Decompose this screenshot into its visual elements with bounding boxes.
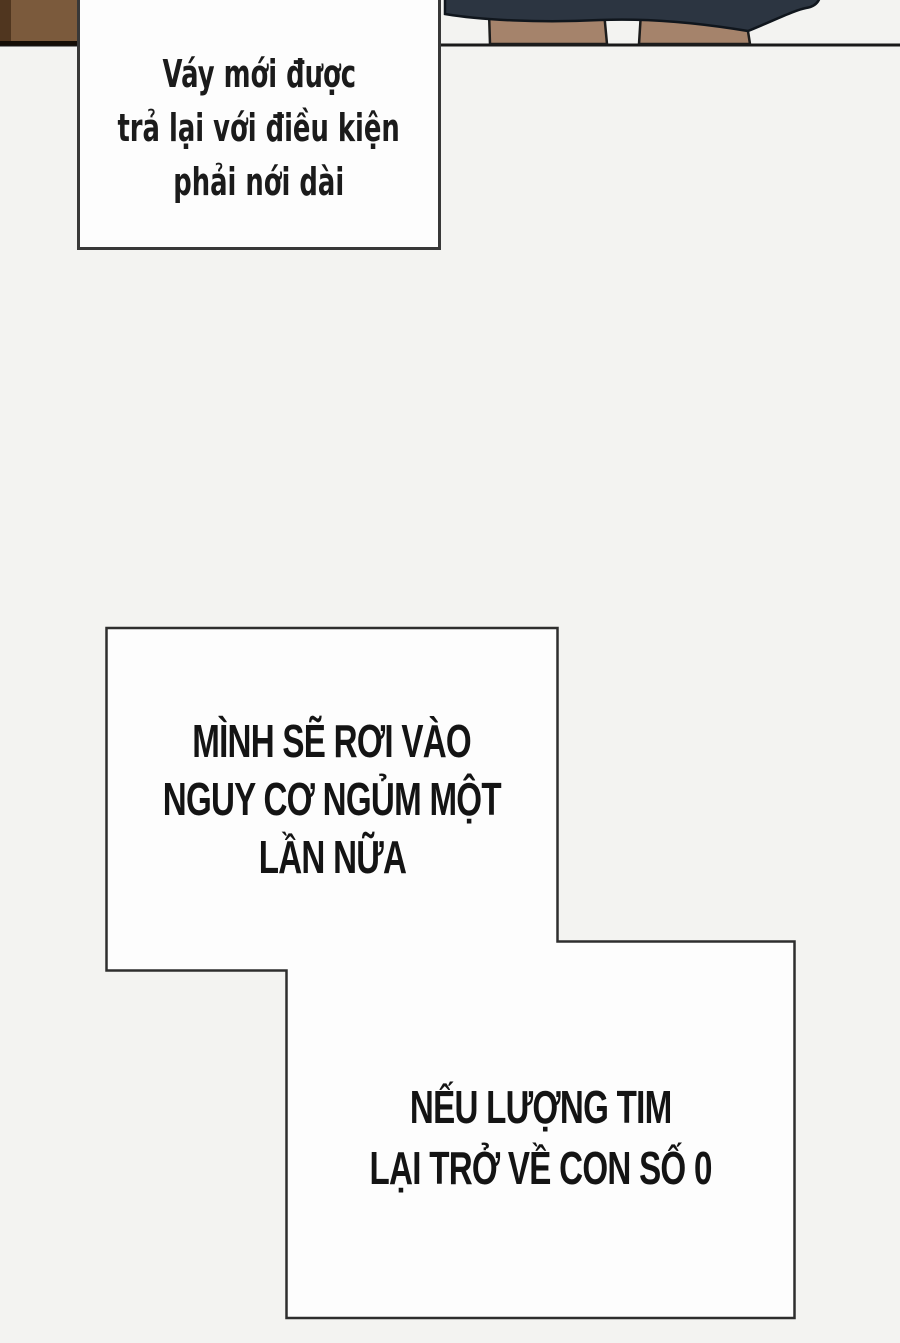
caption-line: NGUY CƠ NGỦM MỘT bbox=[162, 773, 502, 825]
caption-mid bbox=[106, 627, 558, 971]
speech-line: Váy mới được bbox=[162, 51, 356, 96]
caption-line: NẾU LƯỢNG TIM bbox=[409, 1080, 672, 1133]
speech-line: phải nới dài bbox=[173, 159, 345, 204]
caption-line: LẠI TRỞ VỀ CON SỐ 0 bbox=[369, 1141, 712, 1194]
speech-bubble bbox=[77, 0, 441, 250]
caption-line: LẦN NỮA bbox=[258, 831, 406, 883]
caption-bottom bbox=[285, 941, 796, 1319]
caption-line: MÌNH SẼ RƠI VÀO bbox=[192, 715, 472, 767]
speech-line: trả lại với điều kiện bbox=[117, 105, 401, 150]
